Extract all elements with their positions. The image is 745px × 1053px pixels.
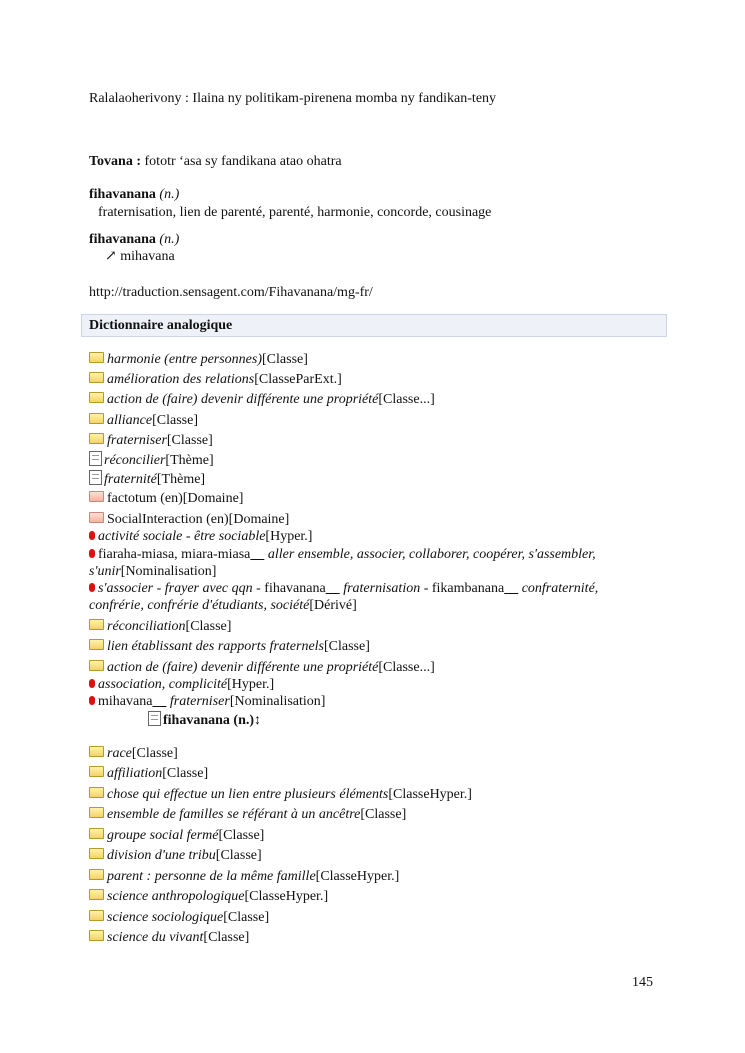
list-item[interactable]	[89, 909, 269, 927]
list-item[interactable]	[89, 490, 243, 508]
list-item[interactable]	[89, 451, 214, 470]
entry1-definition: fraternisation, lien de parenté, parenté, harmonie, concorde, cousinage	[98, 205, 492, 220]
folder-icon	[89, 828, 104, 839]
list-item[interactable]	[89, 827, 264, 845]
nom-source[interactable]: fiaraha-miasa, miara-miasa	[98, 547, 251, 562]
item-tag: [Classe...]	[378, 660, 435, 675]
entry2-headword	[89, 231, 179, 249]
selected-entry	[148, 711, 261, 730]
folder-icon	[89, 910, 104, 921]
derive-b[interactable]: - fihavanana	[252, 581, 326, 596]
item-tag: [Classe]	[262, 352, 308, 367]
derive-e[interactable]: confraternité,	[518, 581, 599, 596]
list-item[interactable]	[89, 351, 308, 369]
item-label[interactable]: ensemble de familles se référant à un ancêtre	[107, 807, 361, 822]
item-tag: [ClasseHyper.]	[388, 787, 472, 802]
list-item[interactable]	[89, 371, 342, 389]
domain-folder-icon	[89, 491, 104, 502]
analog-dictionary-header	[81, 314, 667, 337]
separator	[152, 694, 166, 709]
item-label[interactable]: fraternité	[104, 472, 157, 487]
folder-icon	[89, 352, 104, 363]
list-item[interactable]	[89, 618, 231, 636]
entry1-headword	[89, 186, 179, 204]
item-tag: SocialInteraction (en)[Domaine]	[107, 512, 290, 527]
list-item[interactable]	[89, 412, 198, 430]
document-header: Ralalaoherivony : Ilaina ny politikam-pirenena momba ny fandikan-teny	[89, 91, 497, 106]
item-label[interactable]: activité sociale - être sociable	[98, 529, 266, 544]
folder-icon	[89, 848, 104, 859]
mihavana-entry	[89, 693, 325, 711]
item-label[interactable]: réconcilier	[104, 453, 166, 468]
list-item[interactable]	[89, 888, 328, 906]
derive-d[interactable]: - fikambanana	[420, 581, 505, 596]
item-tag: [ClasseHyper.]	[315, 869, 400, 884]
bullet-icon	[89, 531, 95, 540]
bullet-icon	[89, 549, 95, 558]
list-item[interactable]	[89, 929, 249, 947]
bullet-icon	[89, 583, 95, 592]
folder-icon	[89, 433, 104, 444]
item-label[interactable]: parent : personne de la même famille	[107, 869, 316, 884]
domain-folder-icon	[89, 512, 104, 523]
folder-icon	[89, 392, 104, 403]
list-item[interactable]	[89, 391, 435, 409]
list-item[interactable]	[89, 765, 208, 783]
updown-arrow-icon[interactable]: ↕	[254, 713, 262, 728]
item-label[interactable]: association, complicité	[98, 677, 228, 692]
panel-title: Dictionnaire analogique	[89, 318, 233, 333]
derive-a[interactable]: s'associer - frayer avec qqn	[98, 581, 253, 596]
nom-tag: [Nominalisation]	[120, 564, 217, 579]
source-url[interactable]: http://traduction.sensagent.com/Fihavanana/mg-fr/	[89, 285, 373, 300]
item-label[interactable]: réconciliation	[107, 619, 186, 634]
list-item[interactable]	[89, 511, 289, 529]
item-tag: [Classe]	[218, 828, 265, 843]
document-icon	[148, 711, 161, 726]
nominalisation-entry	[89, 546, 649, 580]
list-item[interactable]	[89, 659, 435, 677]
folder-icon	[89, 413, 104, 424]
item-tag: [Classe]	[166, 433, 213, 448]
mihavana-word[interactable]: mihavana	[98, 694, 153, 709]
item-label[interactable]: action de (faire) devenir différente une propriété	[107, 660, 379, 675]
folder-icon	[89, 930, 104, 941]
entry2-word: fihavanana	[89, 232, 156, 247]
document-icon	[89, 470, 102, 485]
item-label[interactable]: race	[107, 746, 132, 761]
folder-icon	[89, 660, 104, 671]
folder-icon	[89, 639, 104, 650]
tovana-text: fototr ‘asa sy fandikana atao ohatra	[141, 154, 342, 169]
item-label[interactable]: division d'une tribu	[107, 848, 216, 863]
item-tag: [Classe]	[223, 910, 270, 925]
derive-entry	[89, 580, 649, 614]
item-tag: [ClasseParExt.]	[254, 372, 342, 387]
item-tag: [Thème]	[165, 453, 214, 468]
item-tag: [Classe]	[360, 807, 407, 822]
item-label[interactable]: harmonie (entre personnes)	[107, 352, 263, 367]
list-item[interactable]	[89, 638, 370, 656]
entry2-link[interactable]: mihavana	[116, 249, 175, 264]
page-number: 145	[632, 975, 653, 990]
item-tag: [Classe]	[203, 930, 250, 945]
folder-icon	[89, 619, 104, 630]
derive-tag: [Dérivé]	[309, 598, 357, 613]
folder-icon	[89, 372, 104, 383]
item-tag: [Thème]	[156, 472, 206, 487]
item-label[interactable]: fraterniser	[107, 433, 167, 448]
item-label[interactable]: science sociologique	[107, 910, 224, 925]
folder-icon	[89, 889, 104, 900]
item-tag: [Classe...]	[378, 392, 435, 407]
nom-targets[interactable]: aller ensemble, associer, collaborer, coopérer, s'assembler,	[264, 547, 596, 562]
item-label[interactable]: chose qui effectue un lien entre plusieurs éléments	[107, 787, 389, 802]
entry1-word: fihavanana	[89, 187, 156, 202]
item-label[interactable]: science anthropologique	[107, 889, 245, 904]
item-tag: [Hyper.]	[265, 529, 313, 544]
item-tag: [Classe]	[215, 848, 262, 863]
bullet-icon	[89, 679, 95, 688]
list-item[interactable]	[89, 847, 262, 865]
list-item[interactable]	[89, 786, 472, 804]
tovana-line	[89, 153, 342, 171]
mihavana-target[interactable]: fraterniser	[166, 694, 230, 709]
folder-icon	[89, 807, 104, 818]
list-item[interactable]	[89, 470, 205, 489]
entry2-definition	[105, 248, 175, 266]
document-icon	[89, 451, 102, 466]
list-item[interactable]	[89, 745, 178, 763]
separator	[326, 581, 340, 596]
list-item[interactable]	[89, 528, 312, 546]
entry1-pos: (n.)	[155, 187, 180, 202]
separator	[504, 581, 518, 596]
folder-icon	[89, 746, 104, 757]
item-tag: [Classe]	[131, 746, 178, 761]
item-tag: [Classe]	[185, 619, 232, 634]
nom-targets-cont[interactable]: s'unir	[89, 564, 121, 579]
bullet-icon	[89, 696, 95, 705]
folder-icon	[89, 787, 104, 798]
item-label[interactable]: groupe social fermé	[107, 828, 219, 843]
item-label[interactable]: lien établissant des rapports fraternels	[107, 639, 324, 654]
derive-f[interactable]: confrérie, confrérie d'étudiants, société	[89, 598, 310, 613]
separator	[250, 547, 264, 562]
list-item[interactable]	[89, 432, 213, 450]
folder-icon	[89, 766, 104, 777]
item-tag: [ClasseHyper.]	[244, 889, 329, 904]
tovana-label: Tovana :	[89, 154, 142, 169]
list-item[interactable]	[89, 868, 399, 886]
arrow-icon: ↗	[105, 249, 117, 264]
item-tag: [Hyper.]	[227, 677, 275, 692]
item-tag: [Classe]	[152, 413, 198, 428]
item-label[interactable]: science du vivant	[107, 930, 204, 945]
item-tag: factotum (en)[Domaine]	[107, 491, 244, 506]
item-label[interactable]: alliance	[107, 413, 153, 428]
item-tag: [Classe]	[324, 639, 370, 654]
folder-icon	[89, 869, 104, 880]
entry2-pos: (n.)	[155, 232, 180, 247]
item-label[interactable]: amélioration des relations	[107, 372, 255, 387]
list-item[interactable]	[89, 806, 406, 824]
derive-c[interactable]: fraternisation	[339, 581, 421, 596]
item-label[interactable]: affiliation	[107, 766, 163, 781]
list-item[interactable]	[89, 676, 274, 694]
item-tag: [Classe]	[162, 766, 209, 781]
selected-word: fihavanana (n.)	[163, 713, 255, 728]
item-label[interactable]: action de (faire) devenir différente une propriété	[107, 392, 379, 407]
mihavana-tag: [Nominalisation]	[229, 694, 326, 709]
